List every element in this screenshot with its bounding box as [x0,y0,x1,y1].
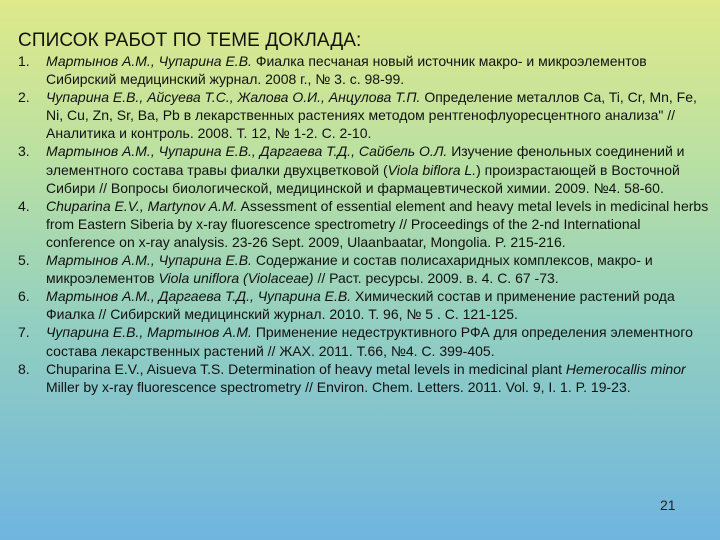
item-authors: Мартынов А.М., Чупарина Е.В. [46,53,252,69]
list-item [18,323,710,359]
list-item [18,287,710,323]
item-number: 4. [18,197,30,214]
item-italic-text: Viola biflora L. [387,161,477,178]
item-text-after: // Раст. ресурсы. 2009. в. 4. С. 67 -73. [313,270,559,287]
item-authors: Мартынов А.М., Даргаева Т.Д., Чупарина Е.В. [46,288,352,305]
item-number: 1. [18,53,30,69]
item-authors: Мартынов А.М., Чупарина Е.В., Даргаева Т.Д., Сайбель О.Л. [46,143,448,160]
item-authors: Chuparina E.V., Martynov A.M. [46,197,238,214]
list-item [18,251,710,287]
item-italic-text: Viola uniflora (Violaceae) [158,270,314,287]
item-number: 5. [18,252,30,269]
item-text: Determination of heavy metal levels in medicinal plant [224,360,566,377]
item-text: Определение металлов Ca, Ti, Cr, Mn, Fe, Ni, Cu, Zn, Sr, Ba, Pb в лекарственных растениях методом рентгенофлуоресцентного анализа" // Аналитика и контроль. 2008. Т. 12, № 1-2. С. 2-10. [46,89,697,142]
item-authors: Чупарина Е.В., Мартынов А.М. [46,324,252,341]
item-text-after: Miller by x-ray fluorescence spectrometry // Environ. Chem. Letters. 2011. Vol. 9, I. 1. P. 19-23. [46,378,631,395]
list-item [18,197,710,251]
item-number: 6. [18,288,30,305]
slide-title: СПИСОК РАБОТ ПО ТЕМЕ ДОКЛАДА: [18,30,362,51]
item-number: 8. [18,360,30,377]
item-italic-text: Hemerocallis minor [565,360,686,377]
item-text: Химический состав и применение растений рода Фиалка // Сибирский медицинский журнал. 2010. Т. 96, № 5 . С. 121-125. [46,288,675,323]
item-number: 2. [18,89,30,106]
item-number: 3. [18,143,30,160]
item-authors: Мартынов А.М., Чупарина Е.В. [46,252,252,269]
page-number: 21 [660,497,676,513]
item-number: 7. [18,324,30,341]
item-authors: Chuparina E.V., Aisueva T.S. [46,360,225,377]
item-text: Содержание и состав полисахаридных комплексов, макро- и микроэлементов [46,252,653,287]
item-authors: Чупарина Е.В., Айсуева Т.С., Жалова О.И., Анцулова Т.П. [46,89,421,106]
list-item [18,52,710,88]
item-text: Фиалка песчаная новый источник макро- и микроэлементов Сибирский медицинский журнал. 2008 г., № 3. с. 98-99. [46,53,647,88]
list-item [18,88,710,142]
list-item [18,360,710,396]
item-text: Изучение фенольных соединений и элементного состава травы фиалки двухцветковой ( [46,143,685,178]
item-text: Assessment of essential element and heavy metal levels in medicinal herbs from Eastern Siberia by x-ray fluorescence spectrometry // Proceedings of the 2-nd International conference on x-ray analysis. 23-26 Sept. 2009, Ulaanbaatar, Mongolia. P. 215-216. [46,197,709,250]
item-text: Применение недеструктивного РФА для определения элементного состава лекарственных растений // ЖАХ. 2011. Т.66, №4. С. 399-405. [46,324,693,359]
reference-list [18,52,710,396]
item-text-after: ) произрастающей в Восточной Сибири // Вопросы биологической, медицинской и фармацевтической химии. 2009. №4. 58-60. [46,161,680,196]
list-item [18,142,710,196]
